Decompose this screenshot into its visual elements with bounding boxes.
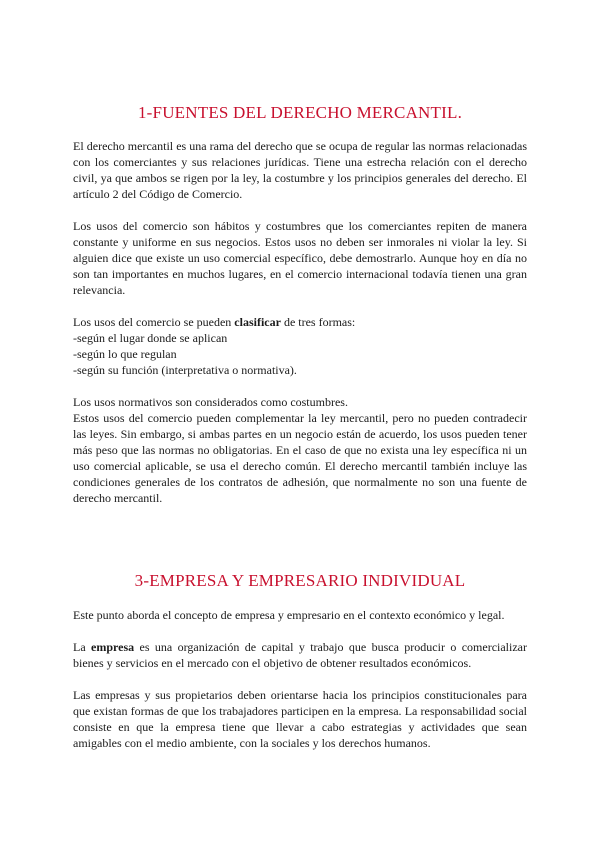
section-3-heading: 3-EMPRESA Y EMPRESARIO INDIVIDUAL [134, 571, 466, 590]
bold-empresa: empresa [91, 640, 135, 654]
bold-clasificar: clasificar [234, 315, 281, 329]
list-item: -según lo que regulan [73, 347, 177, 361]
paragraph-usos-normativos-lead: Los usos normativos son considerados como costumbres. [73, 395, 348, 409]
section-3-body [73, 607, 527, 751]
paragraph-responsabilidad-social: Las empresas y sus propietarios deben orientarse hacia los principios constitucionales para que existan formas de que los trabajadores participen en la empresa. La responsabilidad social consiste en que la empresa tiene que llevar a cabo estrategias y actividades que sean amigables con el medio ambiente, con la sociales y los derechos humanos. [73, 688, 527, 750]
paragraph-definicion-empresa: La empresa es una organización de capital y trabajo que busca producir o comercializar bienes y servicios en el mercado con el objetivo de obtener resultados económicos. [73, 640, 527, 670]
paragraph-usos-complementar: Estos usos del comercio pueden complementar la ley mercantil, pero no pueden contradecir las leyes. Sin embargo, si ambas partes en un negocio están de acuerdo, los usos pueden tener más peso que las normas no obligatorias. En el caso de que no exista una ley específica ni un uso comercial aplicable, se usa el derecho común. El derecho mercantil también incluye las condiciones generales de los contratos de adhesión, que normalmente no son una fuente de derecho mercantil. [73, 411, 527, 505]
paragraph-intro-empresa: Este punto aborda el concepto de empresa y empresario en el contexto económico y legal. [73, 608, 505, 622]
classification-list [73, 314, 527, 378]
section-1-heading: 1-FUENTES DEL DERECHO MERCANTIL. [137, 103, 463, 122]
section-1-body [73, 138, 527, 506]
paragraph-usos-comercio: Los usos del comercio son hábitos y costumbres que los comerciantes repiten de manera constante y uniforme en sus negocios. Estos usos no deben ser inmorales ni violar la ley. Si alguien dice que existe un uso comercial específico, debe demostrarlo. Aunque hoy en día no son tan importantes en muchos lugares, en el comercio internacional todavía tienen una gran relevancia. [73, 219, 527, 297]
list-item: -según su función (interpretativa o normativa). [73, 363, 297, 377]
list-item: -según el lugar donde se aplican [73, 331, 228, 345]
classification-intro: Los usos del comercio se pueden clasificar de tres formas: [73, 315, 356, 329]
paragraph-derecho-mercantil: El derecho mercantil es una rama del derecho que se ocupa de regular las normas relacionadas con los comerciantes y sus relaciones jurídicas. Tiene una estrecha relación con el derecho civil, ya que ambos se rigen por la ley, la costumbre y los principios generales del derecho. El artículo 2 del Código de Comercio. [73, 139, 527, 201]
